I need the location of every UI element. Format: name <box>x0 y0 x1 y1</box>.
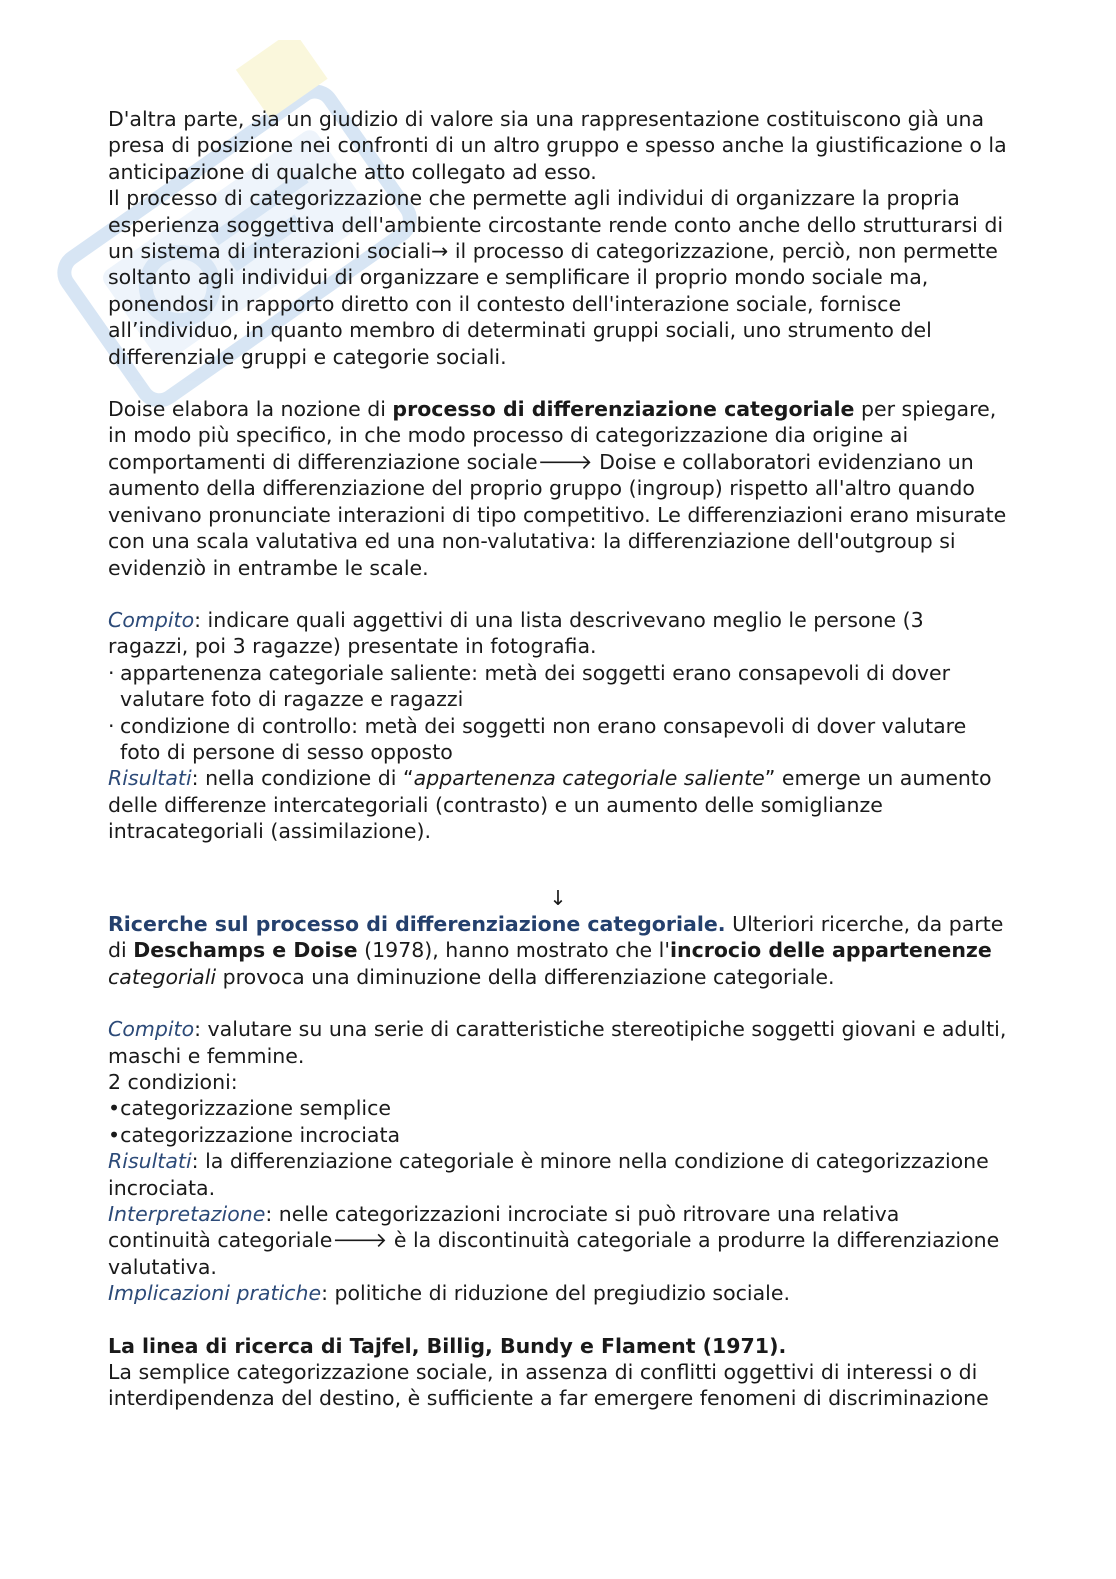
exp1-results: Risultati: nella condizione di “appartenenza categoriale saliente” emerge un aumento delle differenze intercategoriali (contrasto) e un aumento delle somiglianze intracategoriali (assimilazione). <box>108 766 992 844</box>
label-compito: Compito <box>108 1017 195 1042</box>
exp2-condition-crossed: •categorizzazione incrociata <box>108 1122 401 1147</box>
label-interpretazione: Interpretazione <box>108 1202 266 1227</box>
label-compito: Compito <box>108 607 195 632</box>
exp2-interpretation: Interpretazione: nelle categorizzazioni incrociate si può ritrovare una relativa continuità categoriale🡒 è la discontinuità categoriale a produrre la differenziazione valutativa. <box>108 1202 1000 1279</box>
label-risultati: Risultati <box>108 766 192 791</box>
paragraph-categorization: Il processo di categorizzazione che permette agli individui di organizzare la propria esperienza soggettiva dell'ambiente circostante rende conto anche dello strutturarsi di un sistema di interazioni sociali→ il processo di categorizzazione, perciò, non permette soltanto agli individui di organizzare e semplificare il proprio mondo sociale ma, ponendosi in rapporto diretto con il contesto dell'interazione sociale, fornisce all’individuo, in quanto membro di determinati gruppi sociali, uno strumento del differenziale gruppi e categorie sociali. <box>108 186 1004 369</box>
paragraph-ricerche: Ricerche sul processo di differenziazione categoriale. Ulteriori ricerche, da parte di Deschamps e Doise (1978), hanno mostrato che l'incrocio delle appartenenze categoriali provoca una diminuzione della differenziazione categoriale. <box>108 911 1004 989</box>
paragraph-doise: Doise elabora la nozione di processo di differenziazione categoriale per spiegare, in modo più specifico, in che modo processo di categorizzazione dia origine ai comportamenti di differenziazione sociale🡒 Doise e collaboratori evidenziano un aumento della differenziazione del proprio gruppo (ingroup) rispetto all'altro quando venivano pronunciate interazioni di tipo competitivo. Le differenziazioni erano misurate con una scala valutativa ed una non-valutativa: la differenziazione dell'outgroup si evidenziò in entrambe le scale. <box>108 397 1007 580</box>
exp2-implications: Implicazioni pratiche: politiche di riduzione del pregiudizio sociale. <box>108 1281 790 1306</box>
exp2-condition-simple: •categorizzazione semplice <box>108 1096 392 1121</box>
exp2-results: Risultati: la differenziazione categoriale è minore nella condizione di categorizzazione incrociata. <box>108 1149 989 1200</box>
paragraph-tajfel: La semplice categorizzazione sociale, in assenza di conflitti oggettivi di interessi o di interdipendenza del destino, è sufficiente a far emergere fenomeni di discriminazione <box>108 1360 989 1411</box>
document-page <box>108 106 1008 1412</box>
paragraph-intro: D'altra parte, sia un giudizio di valore sia una rappresentazione costituiscono già una presa di posizione nei confronti di un altro gruppo e spesso anche la giustificazione o la anticipazione di qualche atto collegato ad esso. <box>108 107 1007 184</box>
down-arrow-icon: ↓ <box>549 885 567 910</box>
exp2-task: Compito: valutare su una serie di caratteristiche stereotipiche soggetti giovani e adulti, maschi e femmine. <box>108 1017 1007 1068</box>
section-heading-ricerche: Ricerche sul processo di differenziazione categoriale. <box>108 911 726 936</box>
exp1-condition-control: · condizione di controllo: metà dei soggetti non erano consapevoli di dover valutare foto di persone di sesso opposto <box>108 713 967 764</box>
label-implicazioni: Implicazioni pratiche <box>108 1281 322 1306</box>
term-differenziazione: processo di differenziazione categoriale <box>392 397 855 422</box>
exp1-condition-salient: · appartenenza categoriale saliente: metà dei soggetti erano consapevoli di dover valutare foto di ragazze e ragazzi <box>108 660 951 712</box>
exp1-task: Compito: indicare quali aggettivi di una lista descrivevano meglio le persone (3 ragazzi, poi 3 ragazze) presentate in fotografia. <box>108 607 924 659</box>
section-heading-tajfel: La linea di ricerca di Tajfel, Billig, Bundy e Flament (1971). <box>108 1333 787 1358</box>
exp2-conditions-title: 2 condizioni: <box>108 1070 238 1094</box>
label-risultati: Risultati <box>108 1149 192 1174</box>
